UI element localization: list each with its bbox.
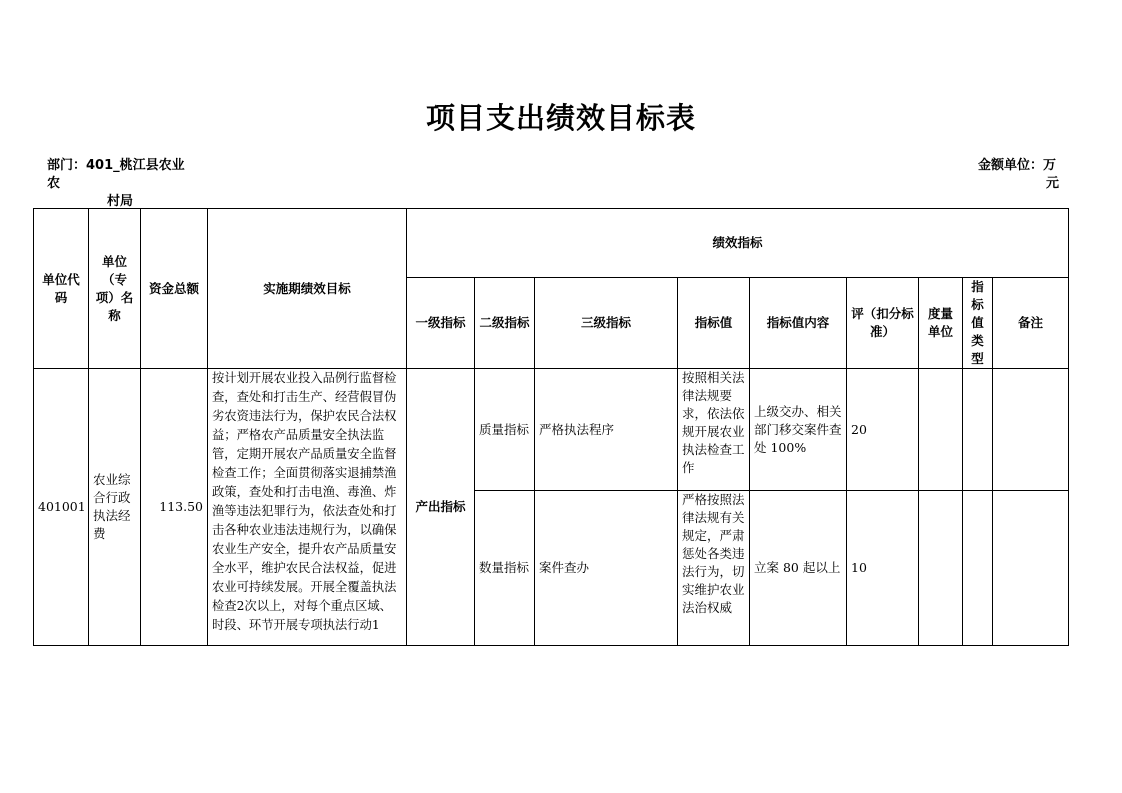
cell-indicator-value: 按照相关法律法规要求，依法依规开展农业执法检查工作 <box>678 369 750 491</box>
cell-remarks <box>993 491 1069 646</box>
header-unit-name: 单位（专项）名称 <box>89 209 141 369</box>
header-unit-code: 单位代码 <box>34 209 89 369</box>
header-score-std: 评（扣分标准） <box>847 278 919 369</box>
header-value-type: 指标值类型 <box>963 278 993 369</box>
cell-value-type <box>963 491 993 646</box>
header-indicators: 绩效指标 <box>407 209 1069 278</box>
cell-indicator-value: 严格按照法律法规有关规定，严肃惩处各类违法行为，切实维护农业法治权威 <box>678 491 750 646</box>
cell-value-type <box>963 369 993 491</box>
cell-unit-name: 农业综合行政执法经费 <box>89 369 141 646</box>
cell-level2: 数量指标 <box>475 491 535 646</box>
cell-level3: 严格执法程序 <box>535 369 678 491</box>
header-remarks: 备注 <box>993 278 1069 369</box>
page-title: 项目支出绩效目标表 <box>425 101 696 135</box>
department-line1: 部门：401_桃江县农业农 <box>47 158 185 191</box>
header-indicator-value: 指标值 <box>678 278 750 369</box>
amount-unit-line1: 金额单位：万 <box>978 158 1057 173</box>
cell-level3: 案件查办 <box>535 491 678 646</box>
amount-unit-line2: 元 <box>1046 176 1060 191</box>
cell-score-std: 20 <box>847 369 919 491</box>
header-level1: 一级指标 <box>407 278 475 369</box>
amount-unit-label <box>978 157 1068 193</box>
cell-remarks <box>993 369 1069 491</box>
department-line2: 村局 <box>107 194 134 209</box>
cell-value-content: 立案 80 起以上 <box>750 491 847 646</box>
cell-value-content: 上级交办、相关部门移交案件查处 100% <box>750 369 847 491</box>
header-total-funds: 资金总额 <box>141 209 208 369</box>
table-row <box>34 369 1069 491</box>
cell-total-funds: 113.50 <box>141 369 208 646</box>
cell-goal: 按计划开展农业投入品例行监督检查，查处和打击生产、经营假冒伪劣农资违法行为，保护农民合法权益；严格农产品质量安全执法监管，定期开展农产品质量安全监督检查工作；全面贯彻落实退捕禁渔政策，查处和打击电渔、毒渔、炸渔等违法犯罪行为，依法查处和打击各种农业违法违规行为，以确保农业生产安全，提升农产品质量安全水平，维护农民合法权益，促进农业可持续发展。开展全覆盖执法检查2次以上，对每个重点区域、时段、环节开展专项执法行动1 <box>208 369 407 646</box>
performance-table <box>33 208 1069 646</box>
cell-level1: 产出指标 <box>407 369 475 646</box>
cell-level2: 质量指标 <box>475 369 535 491</box>
header-value-content: 指标值内容 <box>750 278 847 369</box>
cell-unit-code: 401001 <box>34 369 89 646</box>
header-measure-unit: 度量单位 <box>919 278 963 369</box>
header-level3: 三级指标 <box>535 278 678 369</box>
department-label <box>47 157 197 211</box>
cell-measure-unit <box>919 369 963 491</box>
header-level2: 二级指标 <box>475 278 535 369</box>
cell-score-std: 10 <box>847 491 919 646</box>
cell-measure-unit <box>919 491 963 646</box>
header-goal: 实施期绩效目标 <box>208 209 407 369</box>
